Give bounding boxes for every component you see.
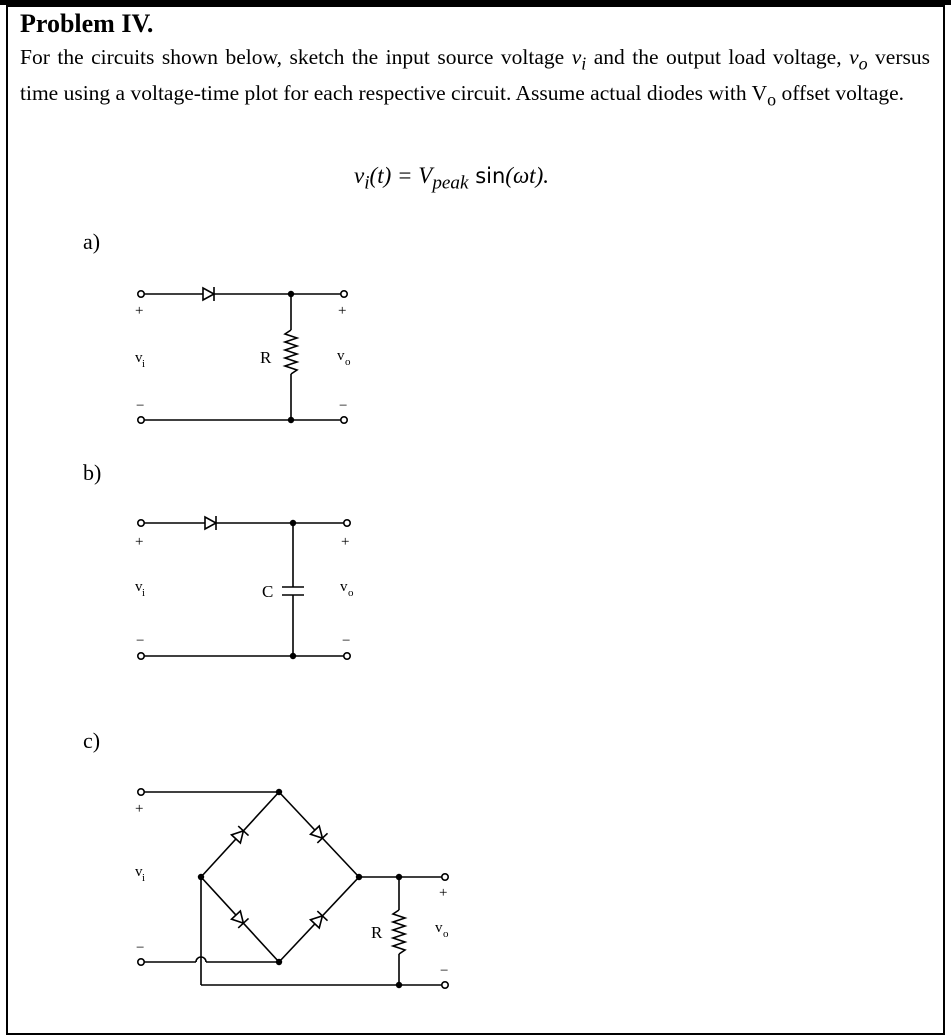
junction-dot xyxy=(290,520,296,526)
a-vin: v xyxy=(135,350,143,366)
c-resistor-label: R xyxy=(371,923,383,942)
output-terminal-top xyxy=(341,291,347,297)
a-minus-in: − xyxy=(136,398,145,414)
b-vin: v xyxy=(135,579,143,595)
junction-dot xyxy=(288,291,294,297)
b-vout: v xyxy=(340,579,348,595)
circuit-c xyxy=(138,789,448,988)
junction-dot xyxy=(276,959,282,965)
var-vo: $v_o$ xyxy=(849,45,868,74)
a-plus-in: + xyxy=(135,303,144,319)
c-vin: v xyxy=(135,864,143,880)
output-terminal-top xyxy=(442,874,448,880)
b-vin-sub: i xyxy=(142,587,146,599)
c-plus-out: + xyxy=(439,885,448,901)
junction-dot xyxy=(288,417,294,423)
junction-dot xyxy=(198,874,204,880)
output-terminal-bottom xyxy=(442,982,448,988)
b-minus-out: − xyxy=(342,633,351,649)
diode-icon xyxy=(205,516,216,530)
a-resistor-label: R xyxy=(260,348,272,367)
junction-dot xyxy=(356,874,362,880)
part-b-label: b) xyxy=(83,460,102,485)
c-vout-sub: o xyxy=(443,928,449,940)
var-vi: $v_i$ xyxy=(571,45,587,74)
a-vout: v xyxy=(337,348,345,364)
statement-part3: versus time using a voltage-time plot for each respective circuit. Assume actual diodes with xyxy=(20,45,930,106)
input-terminal-bottom xyxy=(138,417,144,423)
b-minus-in: − xyxy=(136,633,145,649)
resistor-icon xyxy=(393,910,405,954)
junction-dot xyxy=(396,982,402,988)
circuit-b xyxy=(138,516,350,659)
c-vout: v xyxy=(435,920,443,936)
output-terminal-top xyxy=(344,520,350,526)
circuit-a xyxy=(138,287,347,423)
input-terminal-top xyxy=(138,520,144,526)
c-minus-in: − xyxy=(136,940,145,956)
a-vin-sub: i xyxy=(142,358,146,370)
c-minus-out: − xyxy=(440,963,449,979)
statement-part4: offset voltage. xyxy=(776,81,905,106)
b-capacitor-label: C xyxy=(262,582,274,601)
c-plus-in: + xyxy=(135,801,144,817)
input-terminal-top xyxy=(138,291,144,297)
statement-part1: For the circuits shown below, sketch the input source voltage xyxy=(20,45,572,69)
problem-title: Problem IV. xyxy=(20,9,154,38)
b-vout-sub: o xyxy=(348,587,354,599)
junction-dot xyxy=(290,653,296,659)
c-vin-sub: i xyxy=(142,872,146,884)
output-terminal-bottom xyxy=(341,417,347,423)
input-voltage-formula: $v_i(t) = V_{peak}$ sin(ωt). xyxy=(354,163,549,194)
input-terminal-top xyxy=(138,789,144,795)
resistor-icon xyxy=(285,330,297,374)
part-a-label: a) xyxy=(83,229,101,254)
part-c-label: c) xyxy=(83,728,101,753)
capacitor-icon xyxy=(282,587,304,595)
a-vout-sub: o xyxy=(345,356,351,368)
junction-dot xyxy=(396,874,402,880)
b-plus-out: + xyxy=(341,534,350,550)
a-minus-out: − xyxy=(339,398,348,414)
junction-dot xyxy=(276,789,282,795)
offset-voltage-symbol: $V_o$ xyxy=(751,81,777,110)
input-terminal-bottom xyxy=(138,959,144,965)
output-terminal-bottom xyxy=(344,653,350,659)
statement-part2: and the output load voltage, xyxy=(586,45,850,69)
diode-icon xyxy=(203,287,214,301)
a-plus-out: + xyxy=(338,303,347,319)
b-plus-in: + xyxy=(135,534,144,550)
input-terminal-bottom xyxy=(138,653,144,659)
